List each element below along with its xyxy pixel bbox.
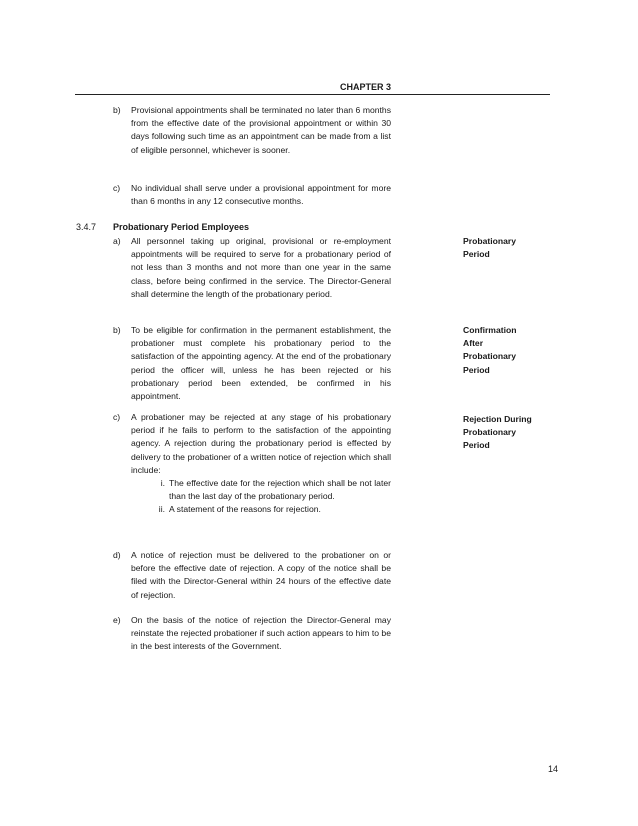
item-label: c) — [113, 412, 121, 422]
item-label: b) — [113, 325, 121, 335]
item-text: No individual shall serve under a provisional appointment for more than 6 months in any 12 consecutive months. — [131, 183, 391, 207]
sub-item-label: ii. — [158, 504, 165, 515]
item-label: d) — [113, 550, 121, 560]
list-item — [113, 235, 391, 301]
sub-item-text: A statement of the reasons for rejection. — [169, 504, 321, 515]
page-number: 14 — [548, 764, 559, 774]
item-text: A notice of rejection must be delivered to the probationer on or before the effective date of rejection. A copy of the notice shall be filed with the Director-General within 24 hours of the effective date of rejection. — [131, 550, 391, 600]
item-text: On the basis of the notice of rejection the Director-General may reinstate the rejected probationer if such action appears to him to be in the best interests of the Government. — [131, 615, 391, 652]
item-label: e) — [113, 615, 121, 625]
list-item — [113, 324, 391, 403]
sub-list-item — [158, 503, 391, 516]
sub-item-text: The effective date for the rejection which shall be not later than the last day of the probationary period. — [169, 478, 391, 502]
item-text: Provisional appointments shall be terminated no later than 6 months from the effective date of the provisional appointment or within 30 days following such time as an appointment can be made from a list of eligible personnel, whichever is sooner. — [131, 105, 391, 155]
side-note-probationary-period: Probationary Period — [463, 236, 517, 260]
list-item — [113, 411, 391, 517]
item-label: a) — [113, 236, 121, 246]
item-text: A probationer may be rejected at any stage of his probationary period if he fails to perform to the satisfaction of the appointing agency. A rejection during the probationary period is effected by delivery to the probationer of a written notice of rejection which shall include: — [131, 412, 391, 475]
section-number: 3.4.7 — [76, 222, 97, 232]
sub-list-item — [160, 477, 391, 503]
section-title: Probationary Period Employees — [113, 222, 250, 232]
sub-item-label: i. — [160, 478, 165, 489]
side-note-rejection: Rejection During Probationary Period — [463, 414, 532, 451]
list-item — [113, 182, 391, 208]
item-text: To be eligible for confirmation in the permanent establishment, the probationer must complete his probationary period to the satisfaction of the appointing agency. At the end of the probationary period the officer will, unless he has been rejected or his probationary period been extended, be confirmed in his appointment. — [131, 325, 391, 402]
item-label: c) — [113, 183, 121, 193]
list-item — [113, 104, 391, 157]
side-note-confirmation: Confirmation After Probationary Period — [463, 325, 517, 375]
list-item — [113, 549, 391, 602]
header-divider — [75, 94, 550, 95]
item-text: All personnel taking up original, provisional or re-employment appointments will be required to serve for a probationary period of not less than 3 months and not more than one year in the same class, before being confirmed in the service. The Director-General shall determine the length of the probationary period. — [131, 236, 391, 299]
chapter-heading: CHAPTER 3 — [340, 82, 392, 92]
list-item — [113, 614, 391, 654]
item-label: b) — [113, 105, 121, 115]
